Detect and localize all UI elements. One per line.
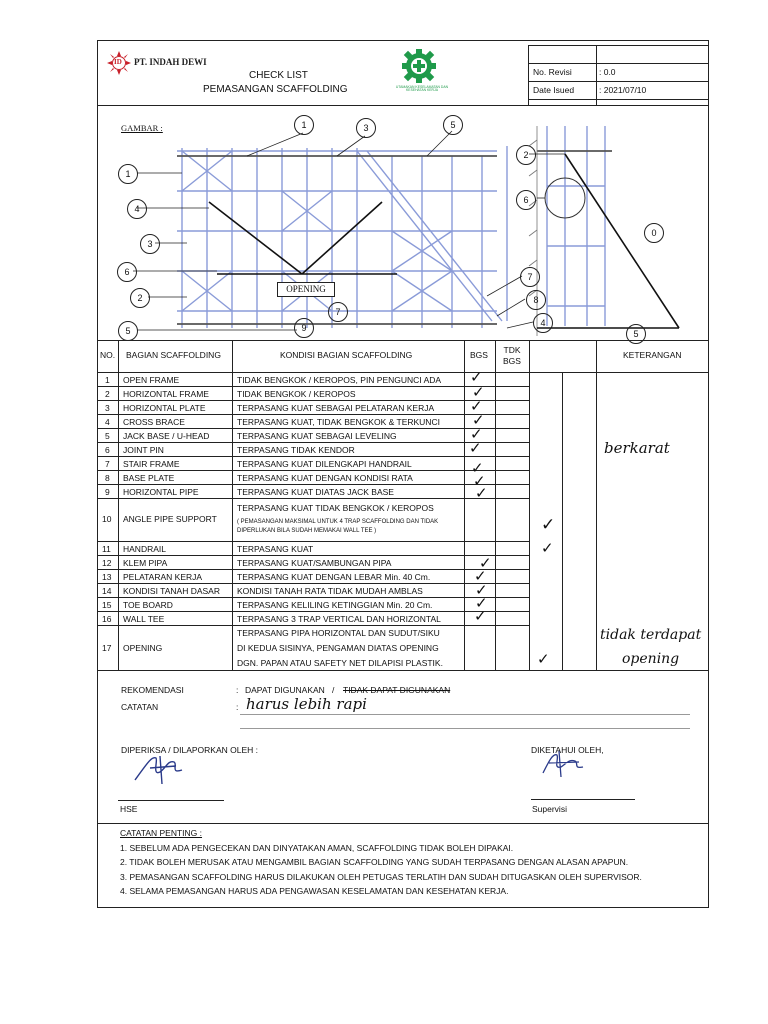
notes-sep: : [236,702,239,712]
notes-line [240,714,690,715]
row-condition: TERPASANG KUAT SEBAGAI LEVELING [237,431,397,441]
k3-logo-caption: UTAMAKAN KESELAMATAN DAN KESEHATAN KERJA [395,85,449,93]
check-mark-bgs: ✓ [479,554,492,572]
row-part: BASE PLATE [123,473,175,483]
meta-label-revision: No. Revisi [533,67,572,77]
row-part: HORIZONTAL FRAME [123,389,209,399]
row-condition: TERPASANG KUAT TIDAK BENGKOK / KEROPOS [237,503,434,513]
table-top-line [97,340,709,341]
row-condition: TERPASANG KUAT DIATAS JACK BASE [237,487,394,497]
row-no: 3 [105,403,110,413]
row-condition: TERPASANG KELILING KETINGGIAN Min. 20 Cm. [237,600,433,610]
row-condition: TERPASANG KUAT/SAMBUNGAN PIPA [237,558,392,568]
row-condition-line: TERPASANG PIPA HORIZONTAL DAN SUDUT/SIKU [237,628,440,638]
meta-label-date: Date Isued [533,85,575,95]
callout-bubble: 4 [127,199,147,219]
row-line [97,470,530,471]
handwritten-note-row17: opening [622,651,680,667]
meta-line-3 [528,99,709,100]
recommendation-option-ok: DAPAT DIGUNAKAN [245,685,325,695]
meta-line-1 [528,63,709,64]
callout-bubble: 3 [356,118,376,138]
important-notes-title: CATATAN PENTING : [120,828,203,838]
recommendation-option-not-ok: TIDAK DAPAT DIGUNAKAN [343,685,451,695]
row-no: 15 [102,600,112,610]
col-line [529,340,530,670]
row-no: 13 [102,572,112,582]
drawing-label: GAMBAR : [121,123,163,133]
row-part: OPENING [123,643,163,653]
opening-label: OPENING [277,282,335,297]
row-line [97,414,530,415]
check-mark-tdk: ✓ [537,650,550,668]
col-line [118,340,119,670]
scaffolding-drawing [97,106,709,340]
row-no: 9 [105,487,110,497]
row-line [97,541,530,542]
check-mark-bgs: ✓ [475,594,488,612]
row-no: 11 [102,544,111,554]
row-part: PELATARAN KERJA [123,572,203,582]
row-condition: TERPASANG KUAT SEBAGAI PELATARAN KERJA [237,403,435,413]
row-part: ANGLE PIPE SUPPORT [123,514,217,524]
row-condition: TERPASANG KUAT, TIDAK BENGKOK & TERKUNCI [237,417,440,427]
header-bgs: BGS [470,350,488,360]
row-no: 6 [105,445,110,455]
row-no: 1 [105,375,110,385]
k3-safety-logo-icon [400,48,438,84]
meta-divider-left [528,45,529,105]
row-no: 16 [102,614,112,624]
callout-bubble: 3 [140,234,160,254]
check-mark-bgs: ✓ [471,459,484,477]
check-mark-bgs: ✓ [475,581,488,599]
supervisor-signature [535,747,595,781]
row-no: 7 [105,459,110,469]
row-no: 8 [105,473,110,483]
row-part: KONDISI TANAH DASAR [123,586,220,596]
table-bottom-line [97,670,709,671]
title-line-2: PEMASANGAN SCAFFOLDING [203,84,348,95]
company-name: PT. INDAH DEWI [134,57,207,67]
row-condition-note: ( PEMASANGAN MAKSIMAL UNTUK 4 TRAP SCAFFOLDING DAN TIDAK DIPERLUKAN BILA SUDAH MEMAKAI WALL TEE ) [237,519,439,534]
header-notes: KETERANGAN [623,350,682,360]
check-mark-bgs: ✓ [472,411,485,429]
row-no: 12 [102,558,112,568]
row-condition: TERPASANG TIDAK KENDOR [237,445,355,455]
row-line [97,484,530,485]
important-note-item: 2. TIDAK BOLEH MERUSAK ATAU MENGAMBIL BAGIAN SCAFFOLDING YANG SUDAH TERPASANG DENGAN ALASAN APAPUN. [120,857,629,867]
callout-bubble: 8 [526,290,546,310]
row-condition: TERPASANG KUAT DILENGKAPI HANDRAIL [237,459,412,469]
handwritten-note-row17: tidak terdapat [600,627,702,643]
acknowledged-by-label: DIKETAHUI OLEH, [531,745,604,755]
meta-line-top [528,45,709,46]
callout-bubble: 9 [294,318,314,338]
meta-value-revision: : 0.0 [599,67,616,77]
check-mark-bgs: ✓ [473,472,486,490]
check-mark-bgs: ✓ [475,484,488,502]
row-line [97,442,530,443]
hse-signature [130,752,200,788]
recommendation-label: REKOMENDASI [121,685,184,695]
row-no: 10 [102,514,112,524]
callout-bubble: 1 [294,115,314,135]
row-part: STAIR FRAME [123,459,180,469]
row-no: 17 [102,643,112,653]
check-mark-bgs: ✓ [472,383,485,401]
important-note-item: 1. SEBELUM ADA PENGECEKAN DAN DINYATAKAN AMAN, SCAFFOLDING TIDAK BOLEH DIPAKAI. [120,843,514,853]
meta-divider-mid [596,45,597,105]
col-line [495,340,496,670]
callout-bubble: 7 [520,267,540,287]
check-mark-bgs: ✓ [474,607,487,625]
row-part: HORIZONTAL PLATE [123,403,206,413]
row-part: TOE BOARD [123,600,173,610]
notes-line [240,728,690,729]
row-condition-line: DGN. PAPAN ATAU SAFETY NET DILAPISI PLASTIK. [237,658,443,668]
header-no: NO. [100,350,116,360]
row-no: 5 [105,431,110,441]
col-line [596,340,597,670]
check-mark-tdk: ✓ [541,515,556,535]
row-condition: KONDISI TANAH RATA TIDAK MUDAH AMBLAS [237,586,423,596]
row-line [97,569,530,570]
callout-bubble: 6 [516,190,536,210]
callout-bubble: 2 [130,288,150,308]
row-part: WALL TEE [123,614,165,624]
callout-bubble: 7 [328,302,348,322]
header-tdk-bgs: TDK BGS [503,345,521,366]
callout-bubble: 5 [443,115,463,135]
col-line [232,340,233,670]
callout-bubble: 5 [626,324,646,344]
table-header-line [97,372,709,373]
row-line [97,456,530,457]
row-condition: TIDAK BENGKOK / KEROPOS [237,389,356,399]
callout-bubble: 2 [516,145,536,165]
check-mark-bgs: ✓ [469,439,482,457]
important-note-item: 4. SELAMA PEMASANGAN HARUS ADA PENGAWASAN KESELAMATAN DAN KESEHATAN KERJA. [120,886,509,896]
col-line [464,340,465,670]
callout-bubble: 5 [118,321,138,341]
row-part: KLEM PIPA [123,558,168,568]
important-note-item: 3. PEMASANGAN SCAFFOLDING HARUS DILAKUKAN OLEH PETUGAS TERLATIH DAN SUDAH DITUGASKAN OLEH SUPERVISOR. [120,872,642,882]
row-part: OPEN FRAME [123,375,180,385]
notes-handwritten-value: harus lebih rapi [246,695,367,713]
check-mark-tdk: ✓ [541,539,554,557]
callout-bubble: 1 [118,164,138,184]
callout-bubble: 6 [117,262,137,282]
notes-label: CATATAN [121,702,159,712]
row-line [97,597,530,598]
row-condition: TIDAK BENGKOK / KEROPOS, PIN PENGUNCI ADA [237,375,442,385]
callout-bubble: 0 [644,223,664,243]
check-mark-bgs: ✓ [474,567,487,585]
meta-value-date: : 2021/07/10 [599,85,647,95]
check-mark-bgs: ✓ [470,368,483,386]
notes-divider [97,823,709,824]
callout-bubble: 4 [533,313,553,333]
row-line [97,555,530,556]
supervisor-role: Supervisi [532,804,567,814]
hse-role: HSE [120,804,138,814]
row-line [97,583,530,584]
recommendation-slash: / [332,685,335,695]
supervisor-signature-line [531,799,635,800]
title-line-1: CHECK LIST [249,70,308,81]
row-line [97,386,530,387]
meta-line-2 [528,81,709,82]
row-line [97,611,530,612]
row-no: 4 [105,417,110,427]
hse-signature-line [118,800,224,801]
handwritten-note-row6: berkarat [604,439,670,457]
row-line [97,428,530,429]
row-line [97,400,530,401]
row-part: JACK BASE / U-HEAD [123,431,210,441]
col-line [562,372,563,670]
row-part: JOINT PIN [123,445,164,455]
checked-by-label: DIPERIKSA / DILAPORKAN OLEH : [121,745,258,755]
row-line [97,625,530,626]
company-logo-letters: ID [114,58,122,66]
row-part: HANDRAIL [123,544,166,554]
check-mark-bgs: ✓ [470,397,483,415]
row-part: CROSS BRACE [123,417,185,427]
row-condition: TERPASANG KUAT [237,544,314,554]
row-no: 14 [102,586,112,596]
row-condition: TERPASANG 3 TRAP VERTICAL DAN HORIZONTAL [237,614,441,624]
header-condition: KONDISI BAGIAN SCAFFOLDING [280,350,413,360]
header-part: BAGIAN SCAFFOLDING [126,350,221,360]
row-condition-line: DI KEDUA SISINYA, PENGAMAN DIATAS OPENING [237,643,439,653]
row-part: HORIZONTAL PIPE [123,487,199,497]
row-line [97,498,530,499]
row-condition: TERPASANG KUAT DENGAN LEBAR Min. 40 Cm. [237,572,431,582]
row-condition: TERPASANG KUAT DENGAN KONDISI RATA [237,473,413,483]
row-no: 2 [105,389,110,399]
recommendation-sep: : [236,685,239,695]
check-mark-bgs: ✓ [470,425,483,443]
